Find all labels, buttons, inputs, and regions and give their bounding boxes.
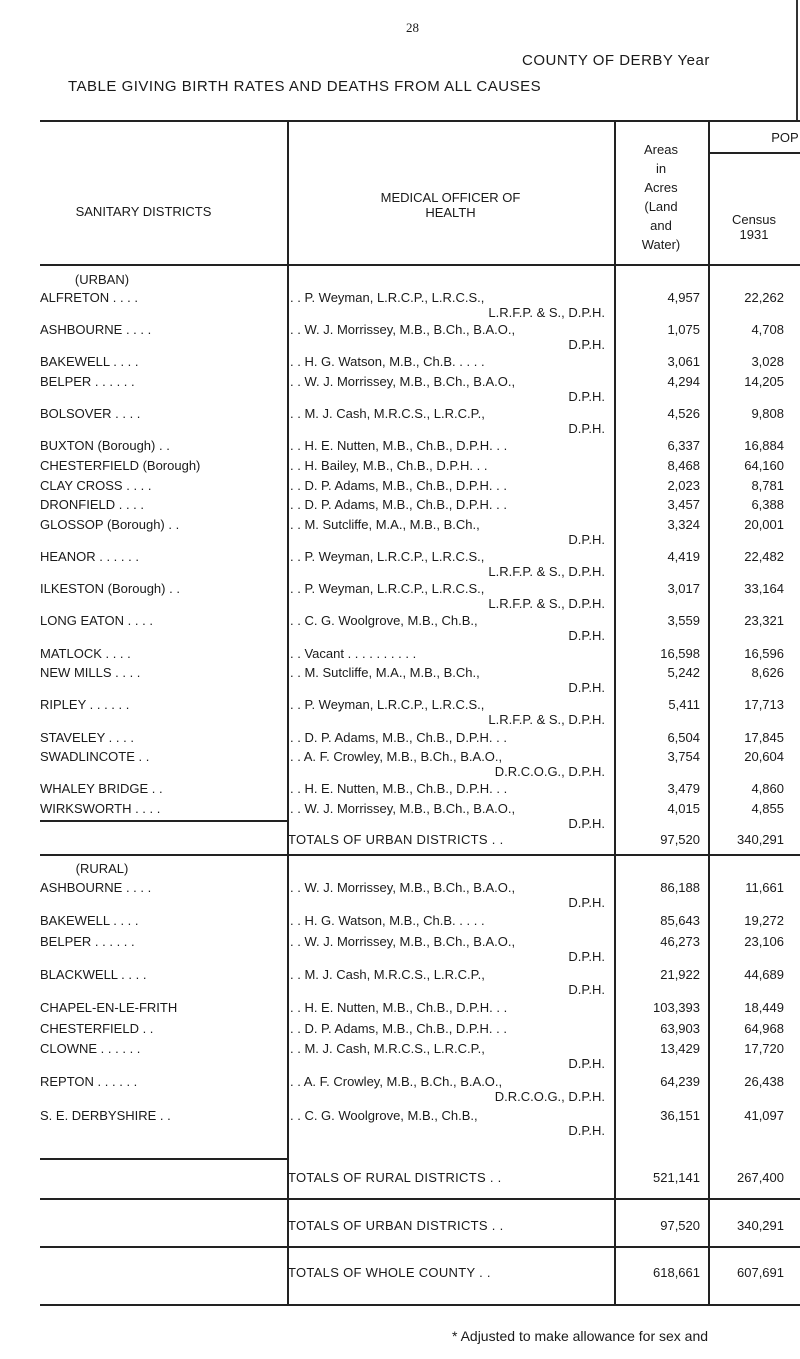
urban-total-label: TOTALS OF URBAN DISTRICTS . .	[288, 832, 504, 847]
area-acres: 21,922	[660, 967, 700, 982]
area-acres: 4,957	[667, 290, 700, 305]
title-line-2: TABLE GIVING BIRTH RATES AND DEATHS FROM ALL CAUSES	[68, 78, 542, 95]
medical-officer	[290, 549, 605, 579]
area-acres: 5,242	[667, 665, 700, 681]
area-acres: 3,559	[667, 613, 700, 629]
district-name: HEANOR . . . . . .	[40, 549, 139, 564]
area-acres: 4,015	[667, 801, 700, 816]
header-area-line1: Areas	[644, 142, 678, 157]
district-name: GLOSSOP (Borough) . .	[40, 516, 180, 532]
medical-officer	[290, 406, 605, 436]
total-census: 607,691	[737, 1265, 784, 1280]
page-edge	[796, 0, 798, 120]
total-label: TOTALS OF URBAN DISTRICTS . .	[288, 1218, 504, 1233]
medical-officer	[290, 781, 605, 796]
officer-line1: . . H. E. Nutten, M.B., Ch.B., D.P.H. . .	[290, 438, 508, 454]
title-line-1: COUNTY OF DERBY Year	[522, 52, 710, 69]
officer-line2: D.R.C.O.G., D.P.H.	[494, 1089, 605, 1105]
census-1931: 64,160	[744, 458, 784, 473]
medical-officer	[290, 913, 605, 928]
officer-line2: D.P.H.	[568, 680, 605, 696]
area-acres: 86,188	[660, 880, 700, 895]
district-name: BELPER . . . . . .	[40, 933, 135, 949]
census-1931: 20,604	[744, 749, 784, 765]
officer-line2: L.R.F.P. & S., D.P.H.	[488, 305, 605, 320]
medical-officer	[290, 354, 605, 369]
census-1931: 26,438	[744, 1074, 784, 1090]
officer-line2: D.P.H.	[568, 421, 605, 437]
header-area-line2: in	[655, 161, 667, 176]
district-name: CLAY CROSS . . . .	[40, 477, 152, 493]
area-acres: 63,903	[660, 1020, 700, 1036]
area-acres: 4,526	[667, 406, 700, 422]
medical-officer	[290, 581, 605, 611]
area-acres: 3,061	[667, 354, 700, 370]
medical-officer	[290, 646, 605, 661]
medical-officer	[290, 749, 605, 779]
officer-line1: . . D. P. Adams, M.B., Ch.B., D.P.H. . .	[290, 729, 507, 745]
total-label: TOTALS OF WHOLE COUNTY . .	[288, 1265, 491, 1280]
officer-line2: D.P.H.	[568, 982, 605, 997]
area-acres: 3,754	[667, 749, 700, 765]
census-1931: 9,808	[751, 406, 784, 422]
medical-officer	[290, 801, 605, 831]
census-1931: 4,708	[751, 322, 784, 338]
district-name: NEW MILLS . . . .	[40, 665, 141, 681]
census-1931: 20,001	[744, 516, 784, 532]
district-name: SWADLINCOTE . .	[40, 749, 150, 765]
census-1931: 17,845	[744, 729, 784, 745]
total-census: 267,400	[737, 1170, 784, 1185]
officer-line1: . . D. P. Adams, M.B., Ch.B., D.P.H. . .	[290, 497, 507, 513]
officer-line2: L.R.F.P. & S., D.P.H.	[488, 596, 605, 612]
officer-line1: . . A. F. Crowley, M.B., B.Ch., B.A.O.,	[290, 749, 503, 765]
medical-officer	[290, 478, 605, 493]
census-1931: 19,272	[744, 913, 784, 929]
medical-officer	[290, 438, 605, 453]
officer-line1: . . Vacant . . . . . . . . . .	[290, 645, 417, 661]
district-name: DRONFIELD . . . .	[40, 497, 145, 513]
officer-line1: . . P. Weyman, L.R.C.P., L.R.C.S.,	[290, 581, 485, 597]
officer-line1: . . A. F. Crowley, M.B., B.Ch., B.A.O.,	[290, 1074, 503, 1090]
district-name: BOLSOVER . . . .	[40, 406, 141, 422]
district-name: CLOWNE . . . . . .	[40, 1040, 141, 1056]
census-1931: 16,596	[744, 645, 784, 661]
census-1931: 23,106	[744, 933, 784, 949]
total-divider-rule	[40, 1198, 800, 1200]
header-census	[708, 212, 800, 242]
officer-line2: D.P.H.	[568, 531, 605, 547]
officer-line1: . . D. P. Adams, M.B., Ch.B., D.P.H. . .	[290, 477, 507, 493]
census-1931: 64,968	[744, 1020, 784, 1036]
area-acres: 3,017	[667, 581, 700, 597]
district-name: CHAPEL-EN-LE-FRITH	[40, 1000, 178, 1016]
officer-line1: . . H. E. Nutten, M.B., Ch.B., D.P.H. . .	[290, 781, 508, 797]
officer-line2: D.P.H.	[568, 816, 605, 831]
officer-line2: L.R.F.P. & S., D.P.H.	[488, 564, 605, 579]
area-acres: 3,479	[667, 781, 700, 797]
urban-section-label: (URBAN)	[74, 272, 130, 287]
header-area-line5: and	[650, 218, 672, 233]
district-name: BUXTON (Borough) . .	[40, 438, 170, 454]
census-1931: 22,482	[744, 549, 784, 564]
header-officer-line1: MEDICAL OFFICER OF	[380, 190, 521, 205]
area-acres: 85,643	[660, 913, 700, 929]
header-area	[614, 140, 708, 254]
district-name: WIRKSWORTH . . . .	[40, 801, 161, 816]
officer-line1: . . W. J. Morrissey, M.B., B.Ch., B.A.O.,	[290, 322, 516, 338]
total-area: 97,520	[660, 1218, 700, 1233]
census-1931: 4,860	[751, 781, 784, 797]
officer-line1: . . P. Weyman, L.R.C.P., L.R.C.S.,	[290, 290, 485, 305]
officer-line2: D.P.H.	[568, 948, 605, 964]
census-1931: 8,626	[751, 665, 784, 681]
medical-officer	[290, 1074, 605, 1104]
officer-line1: . . H. G. Watson, M.B., Ch.B. . . . .	[290, 354, 485, 370]
total-area: 618,661	[653, 1265, 700, 1280]
district-name: ASHBOURNE . . . .	[40, 322, 152, 338]
district-name: REPTON . . . . . .	[40, 1074, 138, 1090]
medical-officer	[290, 322, 605, 352]
census-sub-rule	[708, 152, 800, 154]
census-1931: 14,205	[744, 374, 784, 389]
area-acres: 36,151	[660, 1107, 700, 1123]
medical-officer	[290, 730, 605, 745]
district-name: ALFRETON . . . .	[40, 290, 139, 305]
header-area-line3: Acres	[644, 180, 678, 195]
header-bottom-rule	[40, 264, 800, 266]
medical-officer	[290, 290, 605, 320]
area-acres: 6,337	[667, 438, 700, 454]
medical-officer	[290, 497, 605, 512]
col-rule-1	[287, 120, 289, 1306]
officer-line2: D.R.C.O.G., D.P.H.	[494, 764, 605, 780]
medical-officer	[290, 934, 605, 964]
district-name: RIPLEY . . . . . .	[40, 697, 130, 713]
total-divider-rule	[40, 1246, 800, 1248]
header-census-line2: 1931	[739, 227, 769, 242]
area-acres: 13,429	[660, 1040, 700, 1056]
officer-line2: D.P.H.	[568, 628, 605, 644]
census-1931: 6,388	[751, 497, 784, 513]
officer-line1: . . W. J. Morrissey, M.B., B.Ch., B.A.O.,	[290, 933, 516, 949]
census-1931: 41,097	[744, 1107, 784, 1123]
officer-line1: . . W. J. Morrissey, M.B., B.Ch., B.A.O.,	[290, 880, 516, 895]
header-sanitary-districts: SANITARY DISTRICTS	[75, 204, 212, 219]
officer-line1: . . M. J. Cash, M.R.C.S., L.R.C.P.,	[290, 967, 485, 982]
medical-officer	[290, 613, 605, 643]
officer-line2: D.P.H.	[568, 895, 605, 910]
officer-line1: . . M. Sutcliffe, M.A., M.B., B.Ch.,	[290, 665, 480, 681]
officer-line1: . . P. Weyman, L.R.C.P., L.R.C.S.,	[290, 697, 485, 713]
medical-officer	[290, 1108, 605, 1138]
officer-line1: . . P. Weyman, L.R.C.P., L.R.C.S.,	[290, 549, 485, 564]
area-acres: 103,393	[653, 1000, 700, 1016]
header-officer-line2: HEALTH	[425, 205, 476, 220]
urban-total-top-rule	[40, 820, 288, 822]
district-name: MATLOCK . . . .	[40, 645, 131, 661]
header-area-line6: Water)	[641, 237, 681, 252]
area-acres: 4,419	[667, 549, 700, 564]
medical-officer	[290, 1000, 605, 1015]
medical-officer	[290, 880, 605, 910]
census-1931: 33,164	[744, 581, 784, 597]
area-acres: 2,023	[667, 477, 700, 493]
district-name: BAKEWELL . . . .	[40, 354, 139, 370]
table-bottom-rule	[40, 1304, 800, 1306]
census-1931: 22,262	[744, 290, 784, 305]
table-top-rule	[40, 120, 800, 122]
district-name: ILKESTON (Borough) . .	[40, 581, 180, 597]
medical-officer	[290, 374, 605, 404]
officer-line2: D.P.H.	[568, 337, 605, 353]
census-1931: 17,713	[744, 697, 784, 713]
area-acres: 64,239	[660, 1074, 700, 1090]
district-name: CHESTERFIELD . .	[40, 1020, 154, 1036]
area-acres: 3,457	[667, 497, 700, 513]
header-population: POP	[771, 130, 799, 145]
area-acres: 46,273	[660, 933, 700, 949]
district-name: BELPER . . . . . .	[40, 374, 135, 389]
district-name: BAKEWELL . . . .	[40, 913, 139, 929]
header-area-line4: (Land	[644, 199, 678, 214]
officer-line1: . . M. J. Cash, M.R.C.S., L.R.C.P.,	[290, 406, 485, 422]
medical-officer	[290, 517, 605, 547]
officer-line1: . . H. Bailey, M.B., Ch.B., D.P.H. . .	[290, 458, 488, 473]
area-acres: 4,294	[667, 374, 700, 389]
total-census: 340,291	[737, 1218, 784, 1233]
total-label: TOTALS OF RURAL DISTRICTS . .	[288, 1170, 502, 1185]
census-1931: 17,720	[744, 1040, 784, 1056]
census-1931: 44,689	[744, 967, 784, 982]
census-1931: 16,884	[744, 438, 784, 454]
area-acres: 8,468	[667, 458, 700, 473]
officer-line1: . . C. G. Woolgrove, M.B., Ch.B.,	[290, 613, 478, 629]
officer-line2: L.R.F.P. & S., D.P.H.	[488, 712, 605, 728]
medical-officer	[290, 1021, 605, 1036]
officer-line2: D.P.H.	[568, 1122, 605, 1138]
area-acres: 3,324	[667, 516, 700, 532]
census-1931: 23,321	[744, 613, 784, 629]
officer-line1: . . W. J. Morrissey, M.B., B.Ch., B.A.O.,	[290, 801, 516, 816]
area-acres: 1,075	[667, 322, 700, 338]
rural-block-bottom-rule	[40, 1158, 288, 1160]
officer-line1: . . C. G. Woolgrove, M.B., Ch.B.,	[290, 1107, 478, 1123]
total-area: 521,141	[653, 1170, 700, 1185]
census-1931: 3,028	[751, 354, 784, 370]
medical-officer	[290, 697, 605, 727]
header-census-line1: Census	[731, 212, 777, 227]
urban-total-census: 340,291	[737, 832, 784, 847]
rural-section-label: (RURAL)	[75, 861, 129, 876]
urban-total-bottom-rule	[40, 854, 800, 856]
census-1931: 8,781	[751, 477, 784, 493]
officer-line1: . . D. P. Adams, M.B., Ch.B., D.P.H. . .	[290, 1020, 507, 1036]
urban-total-area: 97,520	[660, 832, 700, 847]
header-officer	[287, 190, 614, 220]
census-1931: 11,661	[745, 880, 784, 895]
officer-line2: D.P.H.	[568, 389, 605, 404]
page-number: 28	[406, 20, 419, 35]
district-name: STAVELEY . . . .	[40, 729, 134, 745]
medical-officer	[290, 967, 605, 997]
census-1931: 4,855	[751, 801, 784, 816]
district-name: BLACKWELL . . . .	[40, 967, 147, 982]
area-acres: 6,504	[667, 729, 700, 745]
officer-line1: . . M. Sutcliffe, M.A., M.B., B.Ch.,	[290, 516, 480, 532]
area-acres: 5,411	[668, 697, 700, 713]
area-acres: 16,598	[660, 645, 700, 661]
officer-line2: D.P.H.	[568, 1055, 605, 1071]
medical-officer	[290, 665, 605, 695]
officer-line1: . . H. G. Watson, M.B., Ch.B. . . . .	[290, 913, 485, 929]
officer-line1: . . M. J. Cash, M.R.C.S., L.R.C.P.,	[290, 1040, 485, 1056]
footnote: * Adjusted to make allowance for sex and	[452, 1328, 709, 1344]
officer-line1: . . W. J. Morrissey, M.B., B.Ch., B.A.O.,	[290, 374, 516, 389]
officer-line1: . . H. E. Nutten, M.B., Ch.B., D.P.H. . .	[290, 1000, 508, 1016]
medical-officer	[290, 1041, 605, 1071]
district-name: LONG EATON . . . .	[40, 613, 153, 629]
district-name: S. E. DERBYSHIRE . .	[40, 1107, 171, 1123]
district-name: ASHBOURNE . . . .	[40, 880, 152, 895]
census-1931: 18,449	[744, 1000, 784, 1016]
district-name: WHALEY BRIDGE . .	[40, 781, 163, 797]
district-name: CHESTERFIELD (Borough)	[40, 458, 201, 473]
medical-officer	[290, 458, 605, 473]
